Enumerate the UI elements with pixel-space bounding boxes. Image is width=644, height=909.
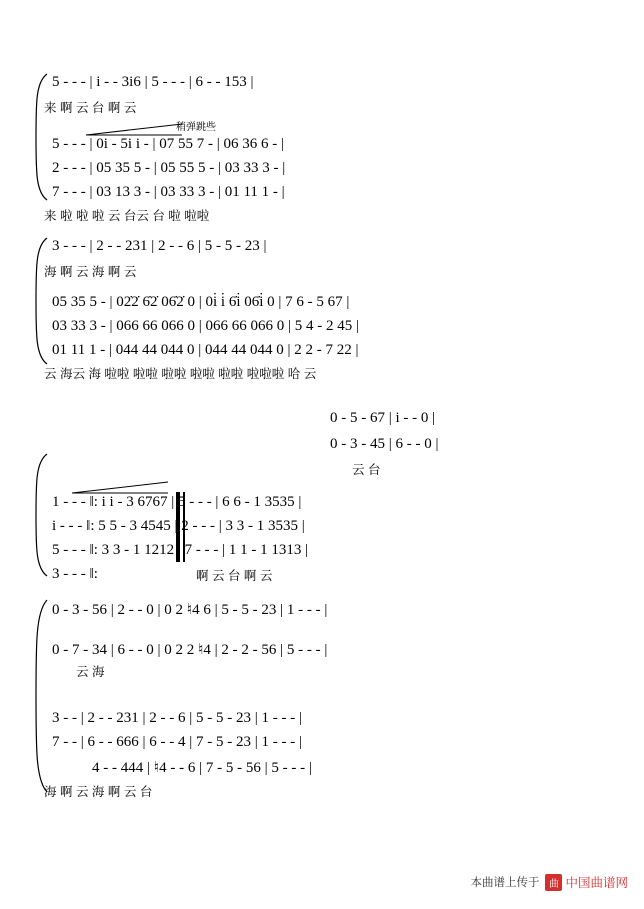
staff-line-pickup-2: 0 - 3 - 45 | 6 - - 0 | — [330, 436, 439, 452]
lyric-line-2: 来 啦 啦 啦 云 台云 台 啦 啦啦 — [44, 209, 210, 223]
staff-line-4: 7 - - - | 03 13 3 - | 03 33 3 - | 01 11 1 - | — [52, 184, 285, 200]
staff-line-5: 4 - - 444 | ♮4 - - 6 | 7 - 5 - 56 | 5 - - - | — [92, 760, 312, 776]
staff-line-4: 3 - - - ‖: — [52, 566, 98, 582]
lyric-line-2: 海 啊 云 海 啊 云 台 — [44, 785, 153, 799]
staff-line-3: 03 33 3 - | 066 66 066 0 | 066 66 066 0 | 5 4 - 2 45 | — [52, 318, 360, 334]
system-brace — [30, 236, 50, 366]
staff-line-pickup-1: 0 - 5 - 67 | i - - 0 | — [330, 410, 436, 426]
lyric-line-pickup: 云 台 — [352, 463, 381, 477]
site-logo[interactable] — [545, 873, 628, 891]
system-brace — [30, 598, 50, 794]
lyric-line-1: 云 海 — [76, 665, 105, 679]
system-2 — [0, 228, 644, 388]
lyric-line-1: 来 啊 云 台 啊 云 — [44, 101, 137, 115]
staff-line-3: 2 - - - | 05 35 5 - | 05 55 5 - | 03 33 3 - | — [52, 160, 286, 176]
staff-line-4: 01 11 1 - | 044 44 044 0 | 044 44 044 0 | 2 2 - 7 22 | — [52, 342, 359, 358]
lyric-line-1: 啊 云 台 啊 云 — [196, 569, 273, 583]
lyric-line-1: 海 啊 云 海 啊 云 — [44, 265, 137, 279]
system-brace — [30, 452, 50, 578]
staff-line-1: 5 - - - | i - - 3i6 | 5 - - - | 6 - - 153 | — [52, 74, 254, 90]
staff-line-3: 5 - - - ‖: 3 3 - 1 1212 | 7 - - - | 1 1 - 1 1313 | — [52, 542, 309, 558]
staff-line-1: 0 - 3 - 56 | 2 - - 0 | 0 2 ♮4 6 | 5 - 5 - 23 | 1 - - - | — [52, 602, 328, 618]
site-logo-text: 中国曲谱网 — [565, 876, 628, 890]
lyric-line-2: 云 海云 海 啦啦 啦啦 啦啦 啦啦 啦啦 啦啦啦 哈 云 — [44, 367, 317, 381]
staff-line-3: 3 - - | 2 - - 231 | 2 - - 6 | 5 - 5 - 23 | 1 - - - | — [52, 710, 302, 726]
logo-mark-icon: 曲 — [545, 874, 562, 891]
staff-line-2: 0 - 7 - 34 | 6 - - 0 | 0 2 2 ♮4 | 2 - 2 - 56 | 5 - - - | — [52, 642, 328, 658]
system-4 — [0, 592, 644, 812]
staff-line-2: 05 35 5 - | 02̇2̇ 6̇2̇ 06̇2̇ 0 | 0i̇ i̇ 6̇i̇ 06̇i̇ 0 | 7 6 - 5 67 | — [52, 294, 350, 310]
footer-credit-text: 本曲谱上传于 — [470, 877, 540, 889]
staff-line-1: 1 - - - ‖: i i - 3 6767 | 5 - - - | 6 6 - 1 3535 | — [52, 494, 302, 510]
staff-line-4: 7 - - | 6 - - 666 | 6 - - 4 | 7 - 5 - 23 | 1 - - - | — [52, 734, 302, 750]
system-3 — [0, 400, 644, 583]
staff-line-2: 5 - - - | 0i - 5i i - | 07 55 7 - | 06 36 6 - | — [52, 136, 284, 152]
tempo-marking: 稍弹跳些 — [176, 122, 216, 133]
staff-line-2: i - - - ‖: 5 5 - 3 4545 | 2 - - - | 3 3 - 1 3535 | — [52, 518, 305, 534]
footer-credit — [470, 873, 628, 891]
system-brace — [30, 72, 50, 202]
staff-line-1: 3 - - - | 2 - - 231 | 2 - - 6 | 5 - 5 - 23 | — [52, 238, 267, 254]
system-1 — [0, 60, 644, 223]
